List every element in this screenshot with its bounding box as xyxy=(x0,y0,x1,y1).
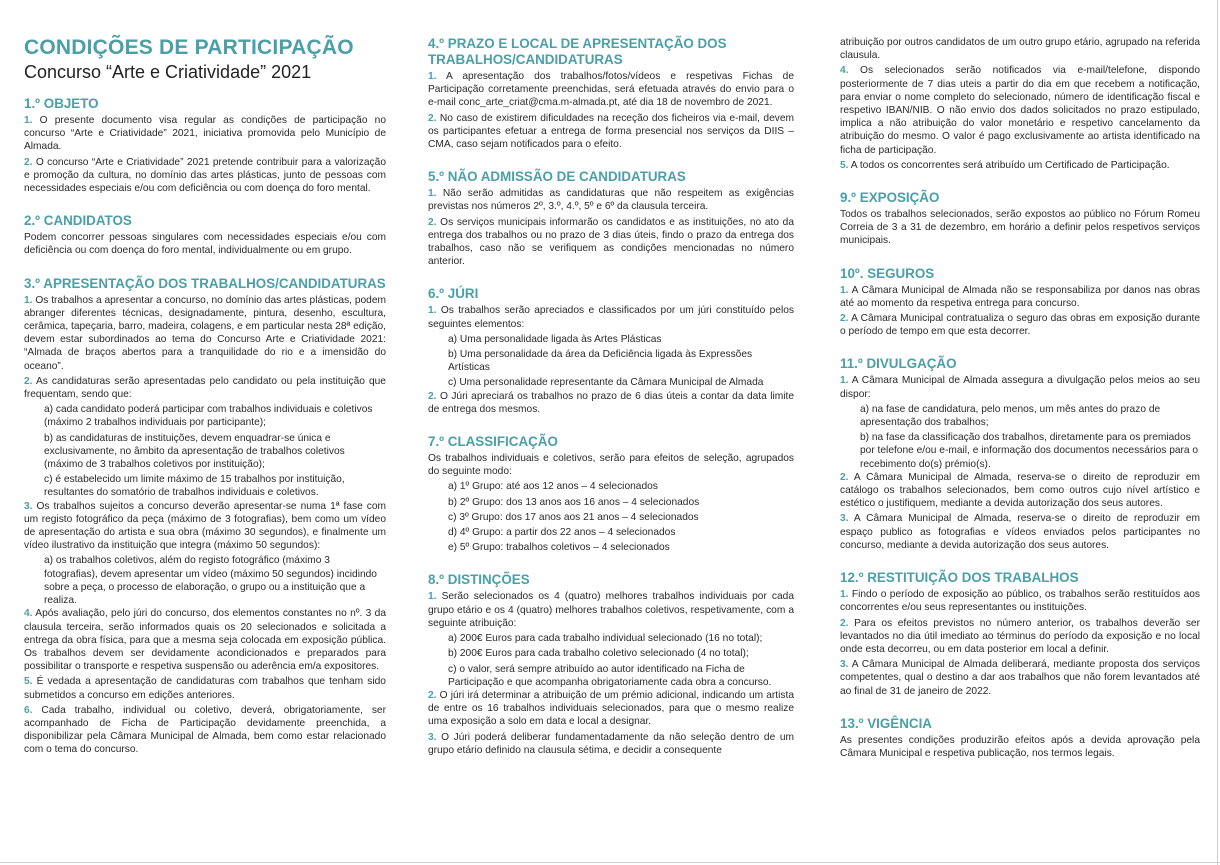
paragraph xyxy=(24,675,386,701)
paragraph xyxy=(840,588,1200,614)
paragraph-text: No caso de existirem dificuldades na receção dos ficheiros via e-mail, devem os participantes efetuar a entrega de forma presencial nos serviços da DIIS – CMA, caso sejam notificados para o efeito. xyxy=(428,112,794,151)
item-number: 2. xyxy=(24,375,33,387)
section-apresentacao-heading: 3.º APRESENTAÇÃO DOS TRABALHOS/CANDIDATURAS xyxy=(24,275,386,291)
paragraph-text: Os trabalhos serão apreciados e classificados por um júri constituído pelos seguintes elementos: xyxy=(428,305,794,330)
paragraph xyxy=(840,471,1200,511)
document-subtitle: Concurso “Arte e Criatividade” 2021 xyxy=(24,62,312,82)
paragraph-text: Para os efeitos previstos no número anterior, os trabalhos deverão ser levantados no dia útil imediato ao términus do período da exposição e no local onde esta decorreu, ou em data posterior em local a definir. xyxy=(840,617,1200,655)
paragraph xyxy=(840,64,1200,156)
paragraph-text: Os trabalhos sujeitos a concurso deverão apresentar-se numa 1ª fase com um registo fotográfico da peça (máximo de 3 fotografias), bem como um vídeo de apresentação do artista e sua obra (máximo 30 segundos), e finalmente um vídeo ilustrativo da instituição que integra (máximo 50 segundos): xyxy=(24,500,386,552)
paragraph-text: É vedada a apresentação de candidaturas com trabalhos que tenham sido submetidos a concurso em edições anteriores. xyxy=(24,676,386,701)
paragraph xyxy=(840,617,1200,657)
paragraph xyxy=(24,156,386,196)
paragraph-text: Após avaliação, pelo júri do concurso, dos elementos constantes no nº. 3 da clausula terceira, serão informados quais os 20 selecionados e solicitada a entrega da obra física, para que a mesma seja colocada em exposição pública. Os trabalhos devem ser devidamente acondicionados e preparados para possibilitar o transporte e respetiva suspensão ou aderência em/a expositores. xyxy=(24,608,386,673)
paragraph xyxy=(840,159,1200,172)
paragraph-text: A Câmara Municipal de Almada, reserva-se o direito de reproduzir em catálogo os trabalhos selecionados, bem como outros cujo nível artístico e estético o justifiquem, mediante a devida autorização dos seus autores. xyxy=(840,471,1200,510)
item-number: 2. xyxy=(24,156,33,168)
paragraph-text: O júri irá determinar a atribuição de um prémio adicional, indicando um artista de entre os 16 trabalhos individuais selecionados, para que o mesmo realize uma exposição a solo em data e local a designar. xyxy=(428,689,794,728)
paragraph xyxy=(428,70,794,110)
paragraph: Os trabalhos individuais e coletivos, serão para efeitos de seleção, agrupados do seguinte modo: xyxy=(428,453,794,478)
item-number: 1. xyxy=(24,115,33,126)
item-number: 3. xyxy=(840,513,849,525)
sub-item: c) é estabelecido um limite máximo de 15 trabalhos por instituição, resultantes do somatório de trabalhos individuais e coletivos. xyxy=(44,474,345,499)
sub-item: b) 2º Grupo: dos 13 anos aos 16 anos – 4 selecionados xyxy=(448,496,700,508)
page-bottom-rule xyxy=(0,862,1220,863)
paragraph xyxy=(428,590,794,630)
sub-item: b) 200€ Euros para cada trabalho coletivo selecionado (4 no total); xyxy=(448,648,749,660)
item-number: 1. xyxy=(428,71,437,82)
sub-item: a) 200€ Euros para cada trabalho individual selecionado (16 no total); xyxy=(448,633,763,645)
section-juri-heading: 6.º JÚRI xyxy=(428,286,479,302)
section-candidatos-heading: 2.º CANDIDATOS xyxy=(24,213,132,229)
paragraph xyxy=(428,304,794,330)
item-number: 1. xyxy=(840,284,849,296)
item-number: 5. xyxy=(24,676,33,688)
paragraph-text: Findo o período de exposição ao público, os trabalhos serão restituídos aos concorrentes e/ou seus representantes ou instituições. xyxy=(840,589,1200,614)
sub-item: b) as candidaturas de instituições, devem enquadrar-se única e exclusivamente, no âmbito da apresentação de trabalhos coletivos (máximo de 3 trabalhos coletivos por instituição); xyxy=(44,432,345,471)
item-number: 3. xyxy=(428,731,437,743)
item-number: 4. xyxy=(840,65,849,77)
section-prazo-heading: 4.º PRAZO E LOCAL DE APRESENTAÇÃO DOS TRABALHOS/CANDIDATURAS xyxy=(428,36,727,67)
paragraph xyxy=(24,500,386,553)
paragraph-text: A Câmara Municipal de Almada, reserva-se o direito de reproduzir em espaço publico as fotografias e vídeos enviados pelos participantes no concurso, mediante a devida autorização dos seus autores. xyxy=(840,513,1200,551)
item-number: 1. xyxy=(428,305,437,317)
section-exposicao-heading: 9.º EXPOSIÇÃO xyxy=(840,190,940,206)
item-number: 2. xyxy=(428,112,437,124)
paragraph-text: Os selecionados serão notificados via e-mail/telefone, dispondo posteriormente de 7 dias uteis a partir do dia em que recebem a notificação, para enviar o nome completo do selecionado, número de identificação fiscal e respetivo IBAN/NIB. O não envio dos dados solicitados no prazo estipulado, implica a não atribuição do valor monetário e respetivo cancelamento da atribuição do mesmo. O valor é pago exclusivamente ao artista identificado na ficha de participação. xyxy=(840,65,1200,156)
item-number: 1. xyxy=(428,591,437,603)
paragraph xyxy=(24,114,386,154)
sub-item: a) cada candidato poderá participar com trabalhos individuais e coletivos (máximo 2 trabalhos individuais por participante); xyxy=(44,404,373,429)
paragraph xyxy=(428,216,794,269)
section-vigencia-heading: 13.º VIGÊNCIA xyxy=(840,715,932,731)
sub-item: a) os trabalhos coletivos, além do registo fotográfico (máximo 3 fotografias), devem apresentar um vídeo (máximo 50 segundos) incidindo sobre a peça, o processo de elaboração, o grupo ou a instituição que a realiza. xyxy=(44,555,377,607)
paragraph-text: Não serão admitidas as candidaturas que não respeitem as exigências previstas nos números 2º, 3.º, 4.º, 5º e 6º da clausula terceira. xyxy=(428,188,794,213)
item-number: 6. xyxy=(24,704,33,716)
paragraph xyxy=(428,112,794,152)
item-number: 3. xyxy=(840,659,849,671)
sub-item: b) Uma personalidade da área da Deficiência ligada às Expressões Artísticas xyxy=(448,349,753,374)
paragraph xyxy=(428,689,794,729)
paragraph xyxy=(428,390,794,416)
column-2 xyxy=(428,36,794,757)
paragraph-text: A Câmara Municipal de Almada deliberará, mediante proposta dos serviços competentes, qual o destino a dar aos trabalhos que não forem levantados até ao final de 31 de janeiro de 2022. xyxy=(840,659,1200,697)
paragraph-continued: atribuição por outros candidatos de um outro grupo etário, agrupado na referida clausula. xyxy=(840,37,1200,62)
paragraph-text: Serão selecionados os 4 (quatro) melhores trabalhos individuais por cada grupo etário e os 4 (quatro) melhores trabalhos coletivos, respetivamente, com a seguinte atribuição: xyxy=(428,591,794,629)
section-nao-admissao-heading: 5.º NÃO ADMISSÃO DE CANDIDATURAS xyxy=(428,169,686,185)
paragraph xyxy=(840,374,1200,400)
paragraph-text: A Câmara Municipal contratualiza o seguro das obras em exposição durante o período de tempo em que esta decorrer. xyxy=(840,313,1200,338)
section-divulgacao-heading: 11.º DIVULGAÇÃO xyxy=(840,356,957,372)
item-number: 2. xyxy=(840,471,849,483)
paragraph: Todos os trabalhos selecionados, serão expostos ao público no Fórum Romeu Correia de 3 a 31 de dezembro, em horário a definir pelos respetivos serviços municipais. xyxy=(840,209,1200,247)
paragraph xyxy=(428,731,794,757)
sub-item: c) Uma personalidade representante da Câmara Municipal de Almada xyxy=(448,377,764,389)
sub-item: a) 1º Grupo: até aos 12 anos – 4 selecionados xyxy=(448,481,658,493)
item-number: 2. xyxy=(428,216,437,228)
sub-item: a) Uma personalidade ligada às Artes Plásticas xyxy=(448,333,662,345)
section-seguros-heading: 10º. SEGUROS xyxy=(840,265,935,281)
paragraph-text: A Câmara Municipal de Almada não se responsabiliza por danos nas obras até ao momento da respetiva entrega para concurso. xyxy=(840,284,1200,309)
item-number: 1. xyxy=(840,375,849,387)
item-number: 3. xyxy=(24,500,33,512)
paragraph xyxy=(24,704,386,757)
section-objeto-heading: 1.º OBJETO xyxy=(24,96,99,111)
item-number: 5. xyxy=(840,159,849,171)
paragraph xyxy=(24,294,386,373)
sub-item: a) na fase de candidatura, pelo menos, um mês antes do prazo de apresentação dos trabalhos; xyxy=(860,403,1161,429)
section-restituicao-heading: 12.º RESTITUIÇÃO DOS TRABALHOS xyxy=(840,570,1079,586)
paragraph xyxy=(24,375,386,401)
document-title: CONDIÇÕES DE PARTICIPAÇÃO xyxy=(24,36,354,59)
paragraph-text: O concurso “Arte e Criatividade” 2021 pretende contribuir para a valorização e promoção da cultura, no domínio das artes plásticas, junto de pessoas com necessidades especiais e/ou com deficiência ou com doença do foro mental. xyxy=(24,156,386,195)
paragraph-text: O Júri poderá deliberar fundamentadamente da não seleção dentro de um grupo etário definido na clausula sétima, e decidir a consequente xyxy=(428,731,794,756)
sub-item: c) o valor, será sempre atribuído ao autor identificado na Ficha de Participação e que acompanha obrigatoriamente cada obra a concurso. xyxy=(448,663,772,688)
sub-item: b) na fase da classificação dos trabalhos, diretamente para os premiados por telefone e/ou e-mail, e informação dos documentos necessários para o recebimento do(s) prémio(s). xyxy=(860,432,1199,470)
paragraph-text: As candidaturas serão apresentadas pelo candidato ou pela instituição que frequentam, sendo que: xyxy=(24,375,386,401)
paragraph-text: Os trabalhos a apresentar a concurso, no domínio das artes plásticas, podem abranger diferentes técnicas, designadamente, pintura, desenho, escultura, cerâmica, tapeçaria, barro, madeira, colagens, e em particular nesta 28ª edição, devem estar subordinados ao tema do Concurso Arte e Criatividade 2021: “Almada de braços abertos para a tranquilidade do rio e a imensidão do oceano”. xyxy=(24,294,386,372)
sub-item: e) 5º Grupo: trabalhos coletivos – 4 selecionados xyxy=(448,542,670,554)
item-number: 1. xyxy=(840,589,849,601)
item-number: 2. xyxy=(840,617,849,629)
column-1 xyxy=(24,36,386,757)
item-number: 4. xyxy=(24,608,33,620)
sub-item: d) 4º Grupo: a partir dos 22 anos – 4 selecionados xyxy=(448,527,676,539)
paragraph xyxy=(840,658,1200,698)
sub-item: c) 3º Grupo: dos 17 anos aos 21 anos – 4 selecionados xyxy=(448,511,699,523)
page-right-rule xyxy=(1217,0,1218,865)
item-number: 1. xyxy=(428,188,437,200)
paragraph xyxy=(840,284,1200,310)
section-classificacao-heading: 7.º CLASSIFICAÇÃO xyxy=(428,434,558,450)
column-3 xyxy=(840,36,1200,760)
paragraph-text: Os serviços municipais informarão os candidatos e as instituições, no ato da entrega dos trabalhos ou no prazo de 3 dias úteis, findo o prazo da entrega dos trabalhos, caso não se verifiquem as condições mencionadas no número anterior. xyxy=(428,216,794,268)
item-number: 2. xyxy=(840,313,849,325)
item-number: 2. xyxy=(428,390,437,402)
section-distincoes-heading: 8.º DISTINÇÕES xyxy=(428,572,530,588)
paragraph xyxy=(428,187,794,213)
item-number: 1. xyxy=(24,294,33,306)
paragraph-text: O presente documento visa regular as condições de participação no concurso “Arte e Criatividade” 2021, iniciativa promovida pelo Município de Almada. xyxy=(24,115,386,153)
paragraph: As presentes condições produzirão efeitos após a devida aprovação pela Câmara Municipal e respetiva publicação, nos termos legais. xyxy=(840,734,1200,759)
paragraph xyxy=(24,607,386,673)
item-number: 2. xyxy=(428,689,437,701)
paragraph-text: A todos os concorrentes será atribuído um Certificado de Participação. xyxy=(850,159,1170,171)
paragraph xyxy=(840,512,1200,552)
paragraph-text: Cada trabalho, individual ou coletivo, deverá, obrigatoriamente, ser acompanhado de Ficha de Participação devidamente preenchida, a disponibilizar pela Câmara Municipal de Almada, bem como estar relacionado com o tema do concurso. xyxy=(24,704,386,756)
paragraph-text: O Júri apreciará os trabalhos no prazo de 6 dias úteis a contar da data limite de entrega dos mesmos. xyxy=(428,390,794,415)
paragraph-text: A Câmara Municipal de Almada assegura a divulgação pelos meios ao seu dispor: xyxy=(840,375,1200,400)
paragraph: Podem concorrer pessoas singulares com necessidades especiais e/ou com deficiência ou com doença do foro mental, individualmente ou em grupo. xyxy=(24,232,386,257)
paragraph-text: A apresentação dos trabalhos/fotos/vídeos e respetivas Fichas de Participação corretamente preenchidas, será efetuada através do envio para o e-mail conc_arte_criat@cma.m-almada.pt, até dia 18 de novembro de 2021. xyxy=(428,71,794,109)
paragraph xyxy=(840,312,1200,338)
